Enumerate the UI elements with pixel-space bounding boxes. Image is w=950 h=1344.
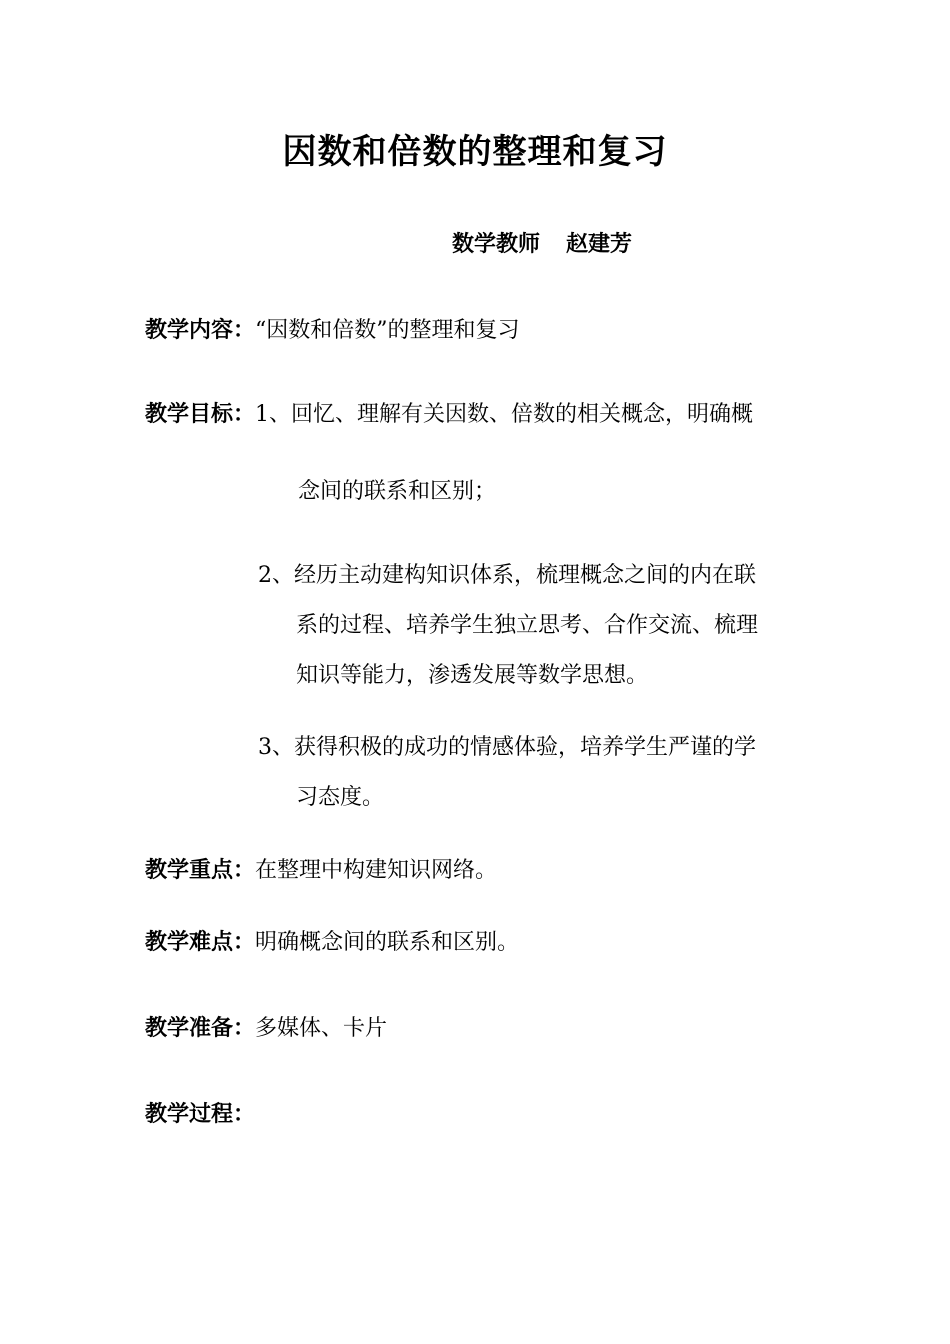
- process-section: [145, 1098, 255, 1131]
- content-section: [145, 314, 520, 347]
- objective-3-line-1: 3、获得积极的成功的情感体验，培养学生严谨的学: [258, 735, 756, 760]
- content-label: 教学内容：: [145, 317, 256, 343]
- key-point-section: [145, 854, 497, 887]
- objective-3-line-2: 习态度。: [296, 785, 385, 810]
- preparation-text: 多媒体、卡片: [255, 1016, 388, 1041]
- author-line: [452, 228, 632, 260]
- key-point-label: 教学重点：: [145, 857, 256, 883]
- preparation-label: 教学准备：: [145, 1015, 256, 1041]
- objective-1-line-1: 1、回忆、理解有关因数、倍数的相关概念，明确概: [255, 402, 754, 427]
- difficulty-text: 明确概念间的联系和区别。: [255, 930, 520, 955]
- difficulty-section: [145, 926, 519, 959]
- key-point-text: 在整理中构建知识网络。: [255, 858, 498, 883]
- document-title: 因数和倍数的整理和复习: [282, 132, 668, 172]
- author-name: 赵建芳: [566, 231, 633, 257]
- objective-2-line-1: 2、经历主动建构知识体系，梳理概念之间的内在联: [258, 563, 756, 588]
- objective-2-line-2: 系的过程、培养学生独立思考、合作交流、梳理: [296, 613, 759, 638]
- objective-1-line-2: 念间的联系和区别；: [298, 479, 497, 504]
- process-label: 教学过程：: [145, 1101, 256, 1127]
- objectives-label: 教学目标：: [145, 401, 256, 427]
- content-text: “因数和倍数”的整理和复习: [255, 318, 520, 343]
- objectives-section: [145, 398, 753, 431]
- preparation-section: [145, 1012, 387, 1045]
- difficulty-label: 教学难点：: [145, 929, 256, 955]
- author-role: 数学教师: [452, 231, 541, 257]
- objective-2-line-3: 知识等能力，渗透发展等数学思想。: [296, 663, 649, 688]
